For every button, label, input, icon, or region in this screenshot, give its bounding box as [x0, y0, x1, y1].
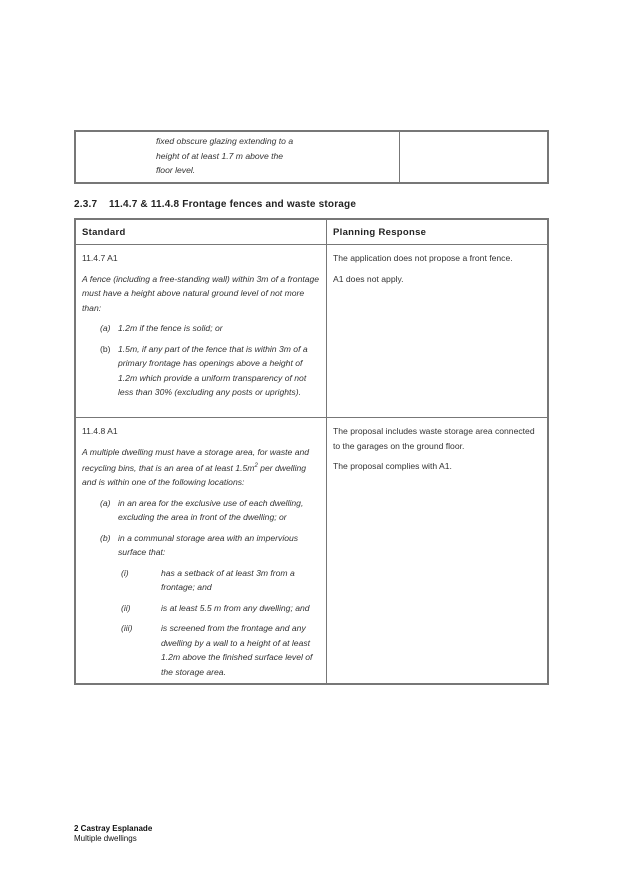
continued-table — [74, 130, 549, 184]
standard-intro-after: per dwelling and is within one of the following locations: — [82, 462, 307, 488]
footer-subtitle: Multiple dwellings — [74, 834, 137, 843]
response-text: The proposal includes waste storage area connected to the garages on the ground floor. — [333, 426, 535, 451]
table-row — [76, 418, 548, 684]
standard-code: 11.4.7 A1 — [82, 253, 118, 263]
standard-intro: A fence (including a free-standing wall) within 3m of a frontage must have a height above natural ground level of not more than: — [82, 273, 320, 313]
sub-list-item-label: (i) — [121, 567, 129, 578]
page-footer — [74, 824, 152, 844]
list-item-label: (a) — [100, 497, 111, 508]
standard-cell-fence — [76, 245, 327, 418]
list-item-text: 1.5m, if any part of the fence that is within 3m of a primary frontage has openings above a height of 1.2m which provide a uniform transparency of not less than 30% (excluding any posts or uprights). — [118, 343, 308, 397]
list-item — [82, 531, 320, 560]
section-title: 11.4.7 & 11.4.8 Frontage fences and waste storage — [109, 199, 357, 210]
list-item — [82, 321, 320, 336]
response-cell-waste — [327, 418, 548, 684]
section-number: 2.3.7 — [74, 199, 98, 210]
list-item-label: (a) — [100, 323, 111, 333]
standard-cell-waste — [76, 418, 327, 684]
standards-table — [74, 218, 549, 685]
table-header-row — [76, 220, 548, 245]
list-item-label: (b) — [100, 532, 111, 543]
sub-list-item-label: (iii) — [121, 623, 133, 634]
standard-intro-before: A multiple dwelling must have a storage area, for waste and recycling bins, that is an area of at least 1.5m — [82, 446, 310, 473]
continued-line-1: fixed obscure glazing extending to a — [156, 136, 294, 146]
response-text: A1 does not apply. — [333, 273, 404, 284]
sub-list-item — [82, 601, 320, 616]
list-item — [82, 496, 320, 525]
sub-list-item — [82, 566, 320, 595]
response-cell-fence — [327, 245, 548, 418]
sub-list-item — [82, 621, 320, 679]
header-standard: Standard — [76, 220, 327, 245]
sub-list-item-label: (ii) — [121, 602, 131, 613]
superscript: 2 — [254, 463, 258, 469]
table-row — [76, 245, 548, 418]
sub-list-item-text: is screened from the frontage and any dwelling by a wall to a height of at least 1.2m above the finished surface level of the storage area. — [161, 623, 313, 677]
continued-line-2: height of at least 1.7 m above the — [156, 150, 284, 161]
sub-list-item-text: has a setback of at least 3m from a frontage; and — [161, 567, 295, 593]
continued-response-cell — [400, 132, 548, 183]
header-response: Planning Response — [327, 220, 548, 245]
standard-code: 11.4.8 A1 — [82, 426, 118, 436]
list-item-label: (b) — [100, 343, 111, 354]
list-item-text: 1.2m if the fence is solid; or — [118, 323, 223, 333]
continued-standard-cell — [76, 132, 400, 183]
response-text: The application does not propose a front fence. — [333, 253, 513, 263]
footer-title: 2 Castray Esplanade — [74, 824, 153, 833]
list-item-text: in an area for the exclusive use of each dwelling, excluding the area in front of the dwelling; or — [118, 497, 304, 523]
standard-intro — [82, 445, 320, 490]
continued-line-3: floor level. — [156, 165, 196, 175]
list-item — [82, 342, 320, 400]
response-text: The proposal complies with A1. — [333, 461, 452, 471]
list-item-text: in a communal storage area with an impervious surface that: — [118, 532, 299, 558]
section-heading — [74, 199, 356, 210]
sub-list-item-text: is at least 5.5 m from any dwelling; and — [161, 602, 310, 613]
